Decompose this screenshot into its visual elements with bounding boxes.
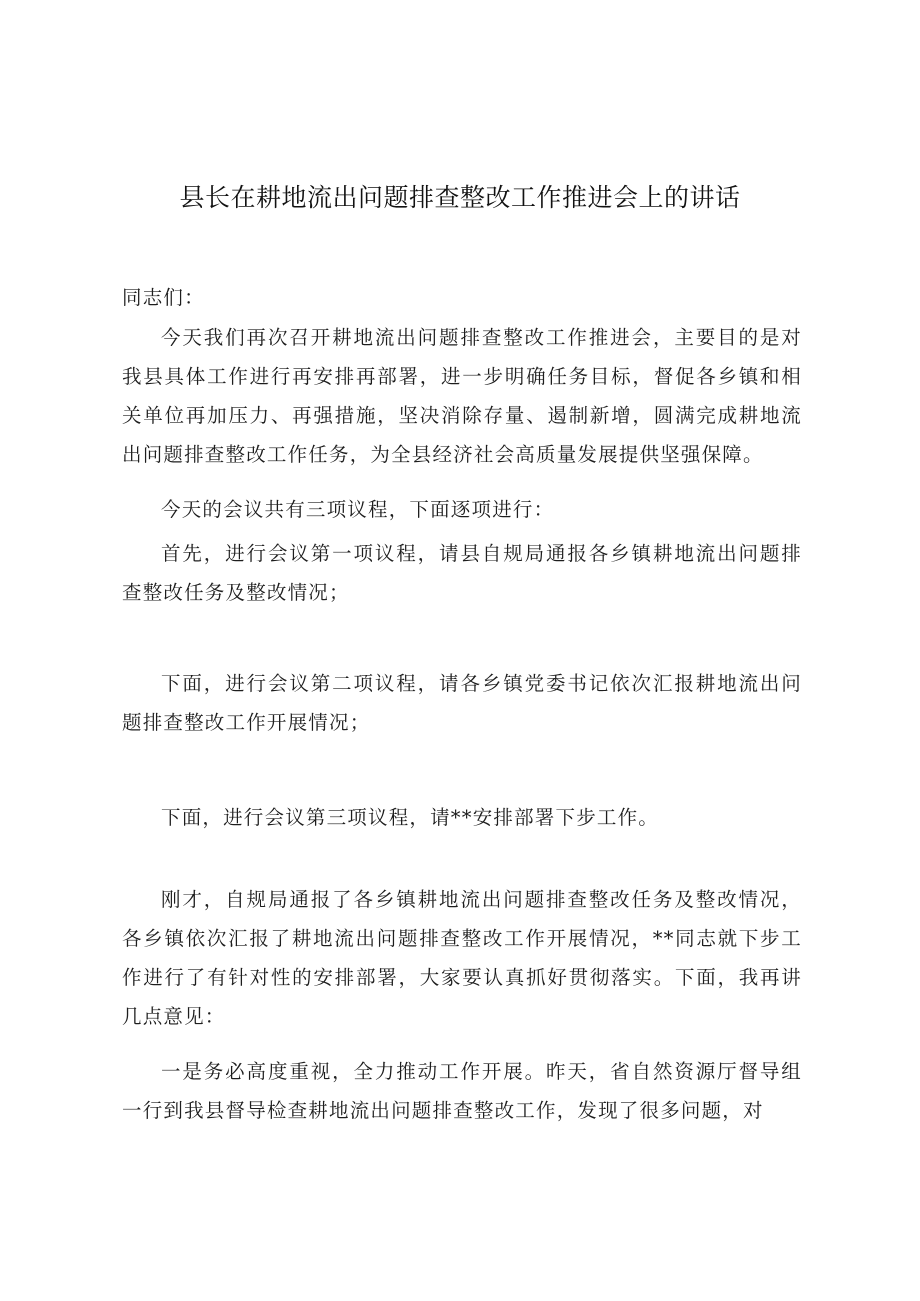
paragraph-agenda-item-1: 首先，进行会议第一项议程，请县自规局通报各乡镇耕地流出问题排查整改任务及整改情况； (122, 542, 802, 604)
salutation: 同志们： (122, 286, 205, 309)
paragraph-agenda-item-2: 下面，进行会议第二项议程，请各乡镇党委书记依次汇报耕地流出问题排查整改工作开展情况； (122, 672, 802, 734)
paragraph-point-one: 一是务必高度重视，全力推动工作开展。昨天，省自然资源厅督导组一行到我县督导检查耕地流出问题排查整改工作，发现了很多问题，对 (122, 1060, 802, 1122)
paragraph-opening: 今天我们再次召开耕地流出问题排查整改工作推进会，主要目的是对我县具体工作进行再安排再部署，进一步明确任务目标，督促各乡镇和相关单位再加压力、再强措施，坚决消除存量、遏制新增，圆满完成耕地流出问题排查整改工作任务，为全县经济社会高质量发展提供坚强保障。 (122, 326, 802, 466)
paragraph-summary: 刚才，自规局通报了各乡镇耕地流出问题排查整改任务及整改情况，各乡镇依次汇报了耕地流出问题排查整改工作开展情况，**同志就下步工作进行了有针对性的安排部署，大家要认真抓好贯彻落实。下面，我再讲几点意见： (122, 888, 802, 1028)
paragraph-agenda-intro: 今天的会议共有三项议程，下面逐项进行： (161, 498, 555, 521)
paragraph-agenda-item-3: 下面，进行会议第三项议程，请**安排部署下步工作。 (161, 806, 660, 829)
document-title: 县长在耕地流出问题排查整改工作推进会上的讲话 (179, 183, 741, 212)
